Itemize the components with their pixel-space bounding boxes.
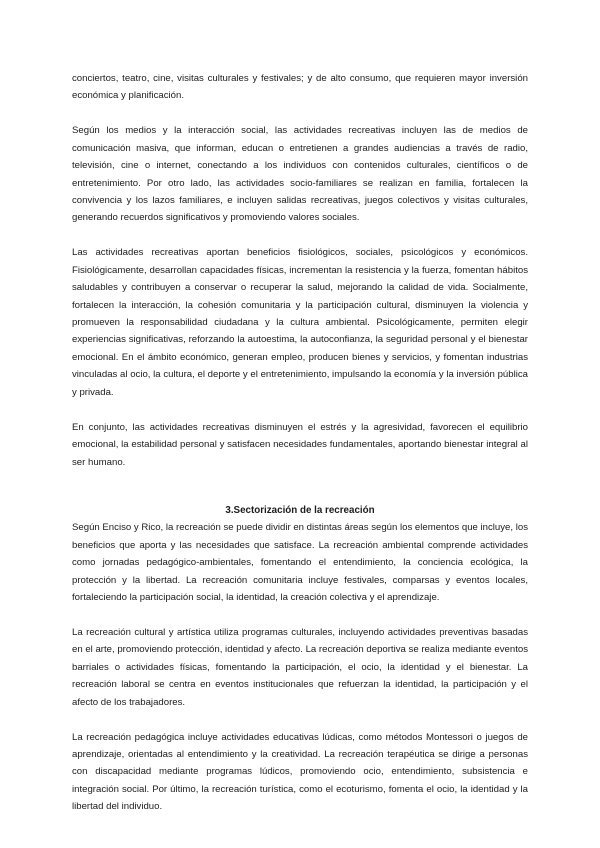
paragraph-enciso-rico: Según Enciso y Rico, la recreación se puede dividir en distintas áreas según los elementos que incluye, los beneficios que aporta y las necesidades que satisface. La recreación ambiental comprende actividades como jornadas pedagógico-ambientales, fomentando el entendimiento, la conciencia ecológica, la protección y la libertad. La recreación comunitaria incluye festivales, comparsas y eventos locales, fortaleciendo la participación social, la identidad, la creación colectiva y el aprendizaje. xyxy=(72,522,528,603)
paragraph-gap xyxy=(72,227,528,245)
paragraph-conjunto: En conjunto, las actividades recreativas disminuyen el estrés y la agresividad, favorecen el equilibrio emocional, la estabilidad personal y satisfacen necesidades fundamentales, aportando bienestar integral al ser humano. xyxy=(72,421,528,468)
document-page xyxy=(72,70,528,816)
paragraph-consumo: conciertos, teatro, cine, visitas culturales y festivales; y de alto consumo, que requieren mayor inversión económica y planificación. xyxy=(72,73,528,102)
paragraph-gap xyxy=(72,711,528,729)
paragraph-medios-interaccion: Según los medios y la interacción social, las actividades recreativas incluyen las de medios de comunicación masiva, que informan, educan o entretienen a grandes audiencias a través de radio, televisión, cine o internet, conectando a los individuos con contenidos culturales, científicos o de entretenimiento. Por otro lado, las actividades socio-familiares se realizan en familia, fortalecen la convivencia y los lazos familiares, e incluyen salidas recreativas, juegos colectivos y visitas culturales, generando recuerdos significativos y promoviendo valores sociales. xyxy=(72,125,528,224)
paragraph-gap xyxy=(72,105,528,123)
paragraph-pedagogica-terapeutica: La recreación pedagógica incluye actividades educativas lúdicas, como métodos Montessori o juegos de aprendizaje, orientadas al entendimiento y la creatividad. La recreación terapéutica se dirige a personas con discapacidad mediante programas lúdicos, promoviendo ocio, entendimiento, subsistencia e integración social. Por último, la recreación turística, como el ecoturismo, fomenta el ocio, la identidad y la libertad del individuo. xyxy=(72,731,528,813)
paragraph-beneficios: Las actividades recreativas aportan beneficios fisiológicos, sociales, psicológicos y económicos. Fisiológicamente, desarrollan capacidades físicas, incrementan la resistencia y la fuerza, fomentan hábitos saludables y contribuyen a conservar o recuperar la salud, mejorando la calidad de vida. Socialmente, fortalecen la interacción, la cohesión comunitaria y la participación cultural, disminuyen la violencia y promueven la responsabilidad ciudadana y la cultura ambiental. Psicológicamente, permiten elegir experiencias significativas, reforzando la autoestima, la autoconfianza, la seguridad personal y el bienestar emocional. En el ámbito económico, generan empleo, producen bienes y servicios, y fomentan industrias vinculadas al ocio, la cultura, el deporte y el entretenimiento, impulsando la economía y la inversión pública y privada. xyxy=(72,247,528,398)
paragraph-cultural-deportiva: La recreación cultural y artística utiliza programas culturales, incluyendo actividades preventivas basadas en el arte, promoviendo protección, identidad y afecto. La recreación deportiva se realiza mediante eventos barriales o actividades físicas, fomentando la participación, el ocio, la identidad y el bienestar. La recreación laboral se centra en eventos institucionales que refuerzan la identidad, la participación y el afecto de los trabajadores. xyxy=(72,626,528,708)
paragraph-gap xyxy=(72,606,528,624)
paragraph-gap xyxy=(72,401,528,419)
section-gap xyxy=(72,471,528,502)
section-heading: 3.Sectorización de la recreación xyxy=(225,504,375,516)
